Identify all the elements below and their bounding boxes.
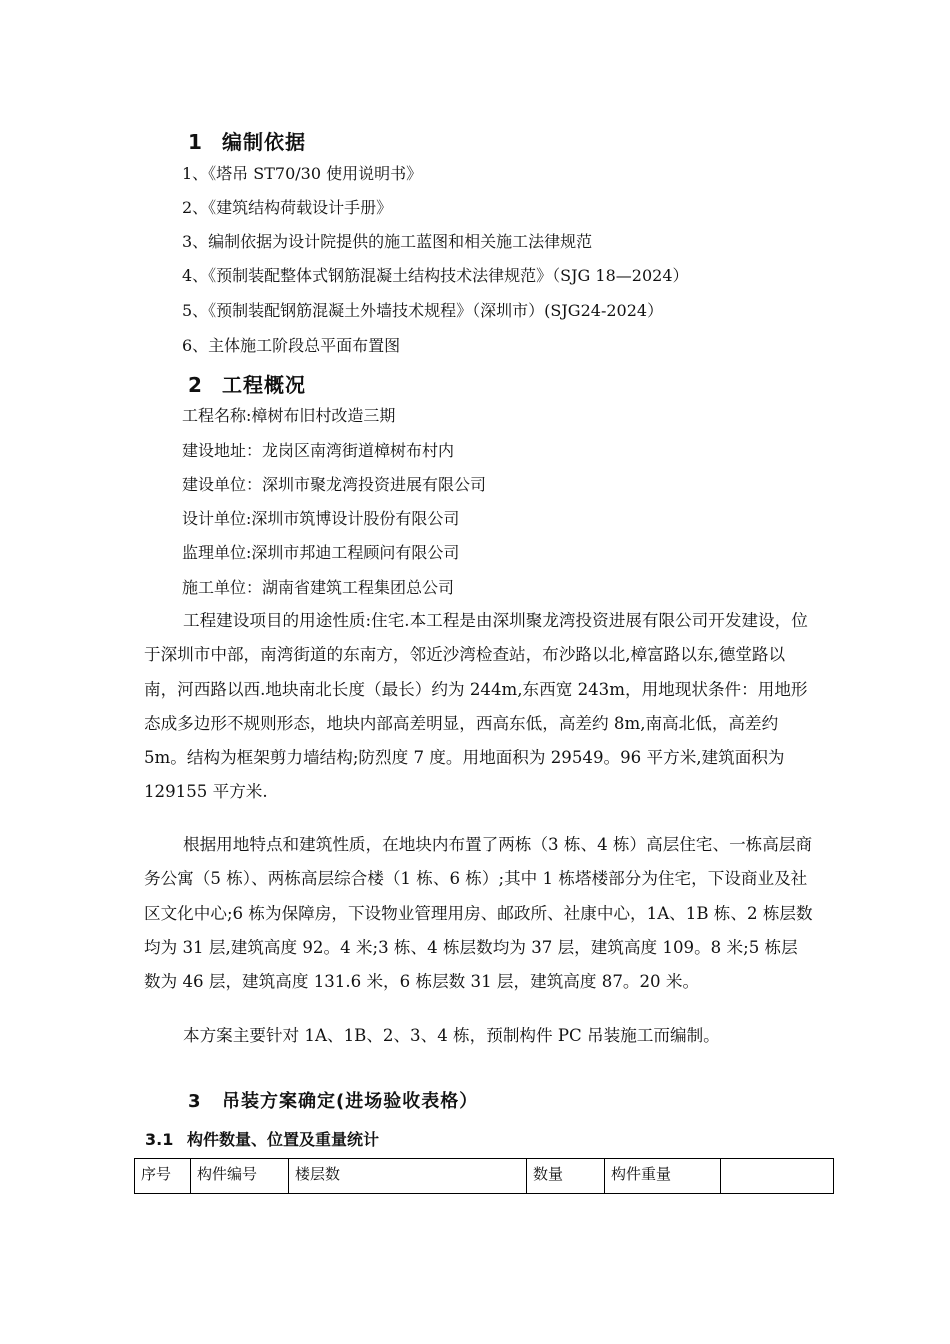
table-header-cell: 数量 — [527, 1159, 605, 1194]
overview-item: 施工单位：湖南省建筑工程集团总公司 — [182, 578, 455, 597]
table-header-cell: 构件编号 — [191, 1159, 289, 1194]
section-heading-2: 2 工程概况 — [188, 373, 306, 397]
section-heading-3: 3 吊装方案确定(进场验收表格） — [188, 1091, 479, 1112]
basis-item: 2、《建筑结构荷载设计手册》 — [182, 198, 393, 217]
table-header-cell — [721, 1159, 834, 1194]
basis-item: 6、主体施工阶段总平面布置图 — [182, 336, 401, 355]
scope-paragraph: 本方案主要针对 1A、1B、2、3、4 栋，预制构件 PC 吊装施工而编制。 — [183, 1026, 720, 1045]
overview-item: 建设单位：深圳市聚龙湾投资进展有限公司 — [182, 475, 487, 494]
subsection-heading: 3.1 构件数量、位置及重量统计 — [145, 1130, 380, 1149]
table-header-cell: 序号 — [135, 1159, 191, 1194]
basis-item: 4、《预制装配整体式钢筋混凝土结构技术法律规范》（SJG 18—2024） — [182, 266, 689, 285]
basis-item: 5、《预制装配钢筋混凝土外墙技术规程》（深圳市）(SJG24-2024） — [182, 301, 664, 320]
section-heading-1: 1 编制依据 — [188, 130, 306, 154]
basis-item: 3、编制依据为设计院提供的施工蓝图和相关施工法律规范 — [182, 232, 593, 251]
overview-item: 建设地址：龙岗区南湾街道樟树布村内 — [182, 441, 455, 460]
table-header-cell: 构件重量 — [605, 1159, 721, 1194]
basis-item: 1、《塔吊 ST70/30 使用说明书》 — [182, 164, 423, 183]
table-header-cell: 楼层数 — [289, 1159, 527, 1194]
overview-item: 监理单位:深圳市邦迪工程顾问有限公司 — [182, 543, 460, 562]
overview-paragraph: 工程建设项目的用途性质:住宅.本工程是由深圳聚龙湾投资进展有限公司开发建设，位于深圳市中部，南湾街道的东南方，邻近沙湾检查站，布沙路以北,樟富路以东,德堂路以南，河西路以西.地块南北长度（最长）约为 244m,东西宽 243m，用地现状条件：用地形态成多边形不规则形态，地块内部高差明显，西高东低，高差约 8m,南高北低，高差约 5m。结构为框架剪力墙结构;防烈度 7 度。用地面积为 29549。96 平方米,建筑面积为 129155 平方米. — [144, 611, 808, 802]
components-table — [134, 1158, 834, 1194]
table-header-row — [135, 1159, 834, 1194]
buildings-paragraph: 根据用地特点和建筑性质，在地块内布置了两栋（3 栋、4 栋）高层住宅、一栋高层商务公寓（5 栋）、两栋高层综合楼（1 栋、6 栋）;其中 1 栋塔楼部分为住宅，下设商业及社区文化中心;6 栋为保障房，下设物业管理用房、邮政所、社康中心，1A、1B 栋、2 栋层数均为 31 层,建筑高度 92。4 米;3 栋、4 栋层数均为 37 层，建筑高度 109。8 米;5 栋层数为 46 层，建筑高度 131.6 米，6 栋层数 31 层，建筑高度 87。20 米。 — [144, 835, 813, 992]
overview-item: 工程名称:樟树布旧村改造三期 — [182, 406, 396, 425]
overview-item: 设计单位:深圳市筑博设计股份有限公司 — [182, 509, 460, 528]
